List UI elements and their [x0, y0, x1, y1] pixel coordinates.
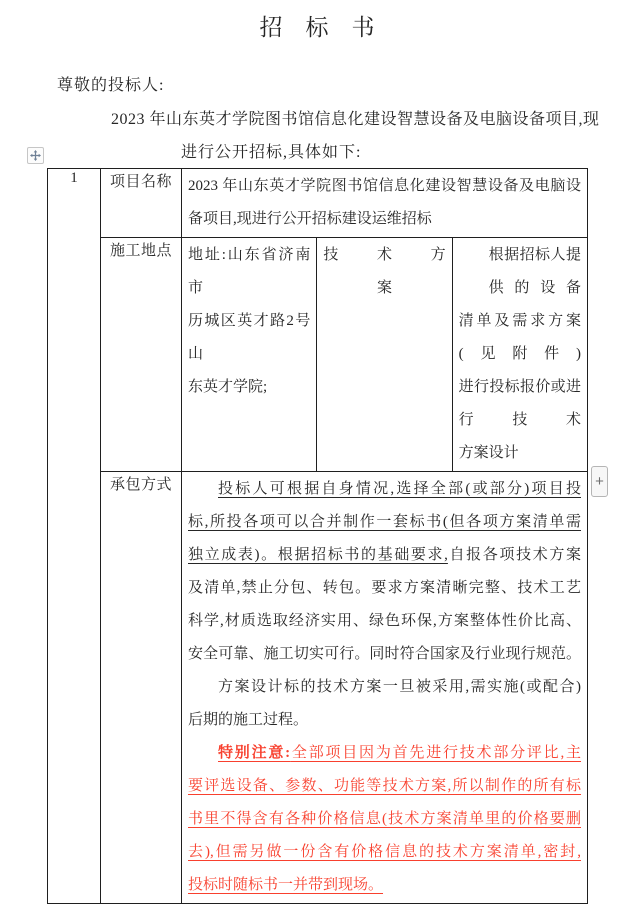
site-address-cell[interactable]: [182, 238, 317, 472]
text-line: 案: [376, 280, 392, 296]
text-line: 技术方: [323, 247, 446, 263]
salutation-text[interactable]: 尊敬的投标人:: [57, 77, 165, 94]
project-name-content-cell[interactable]: [182, 169, 588, 238]
text-line: 独立成表)。根据招标书的基础要求,自报各项技术方案: [188, 547, 581, 563]
tender-info-table: [47, 168, 588, 904]
text-line: 特别注意:全部项目因为首先进行技术部分评比,主: [218, 745, 581, 761]
text-line: 方案设计标的技术方案一旦被采用,需实施(或配合): [218, 679, 581, 695]
insert-row-button[interactable]: [591, 466, 608, 497]
contract-method-label-cell[interactable]: 承包方式: [101, 472, 182, 904]
contract-method-content-cell[interactable]: [182, 472, 588, 904]
text-line: 地址:山东省济南市: [188, 247, 311, 296]
text-line: 去),但需另做一份含有价格信息的技术方案清单,密封,: [188, 844, 581, 860]
text-line: 标,所投各项可以合并制作一套标书(但各项方案清单需: [188, 514, 581, 530]
text-line: 清单及需求方案(见附件): [458, 313, 581, 362]
technical-scheme-description-cell[interactable]: [452, 238, 587, 472]
text-line: 科学,材质选取经济实用、绿色环保,方案整体性价比高、: [188, 613, 581, 629]
text-line: 东英才学院;: [188, 379, 268, 395]
move-cross-arrows-icon: [30, 150, 41, 161]
intro-paragraph-line-2[interactable]: 进行公开招标,具体如下:: [181, 144, 362, 161]
text-line: 投标人可根据自身情况,选择全部(或部分)项目投: [218, 481, 581, 497]
text-line: 书里不得含有各种价格信息(技术方案清单里的价格要删: [188, 811, 581, 827]
text-line: 备项目,现进行公开招标建设运维招标: [188, 211, 432, 227]
text-line: 及清单,禁止分包、转包。要求方案清晰完整、技术工艺: [188, 580, 581, 596]
intro-paragraph-line-1[interactable]: 2023 年山东英才学院图书馆信息化建设智慧设备及电脑设备项目,现: [111, 111, 600, 128]
item-number-cell[interactable]: 1: [48, 169, 101, 904]
plus-icon: +: [595, 473, 604, 490]
table-row: [48, 169, 588, 238]
text-line: 要评选设备、参数、功能等技术方案,所以制作的所有标: [188, 778, 581, 794]
table-row: [48, 238, 588, 472]
text-line: 历城区英才路2号山: [188, 313, 311, 362]
text-line: 根据招标人提供的设备: [488, 247, 581, 296]
project-name-label-cell[interactable]: 项目名称: [101, 169, 182, 238]
site-label-cell[interactable]: 施工地点: [101, 238, 182, 472]
text-line: 投标时随标书一并带到现场。: [188, 877, 384, 893]
text-line: 2023 年山东英才学院图书馆信息化建设智慧设备及电脑设: [188, 178, 581, 194]
table-move-handle[interactable]: [27, 147, 44, 164]
text-line: 进行投标报价或进行技术: [458, 379, 581, 428]
text-line: 后期的施工过程。: [188, 712, 309, 728]
document-title[interactable]: 招标书: [259, 15, 398, 40]
text-line: 方案设计: [458, 445, 519, 461]
technical-scheme-cell[interactable]: [317, 238, 452, 472]
text-line: 安全可靠、施工切实可行。同时符合国家及行业现行规范。: [188, 646, 581, 662]
table-row: [48, 472, 588, 904]
